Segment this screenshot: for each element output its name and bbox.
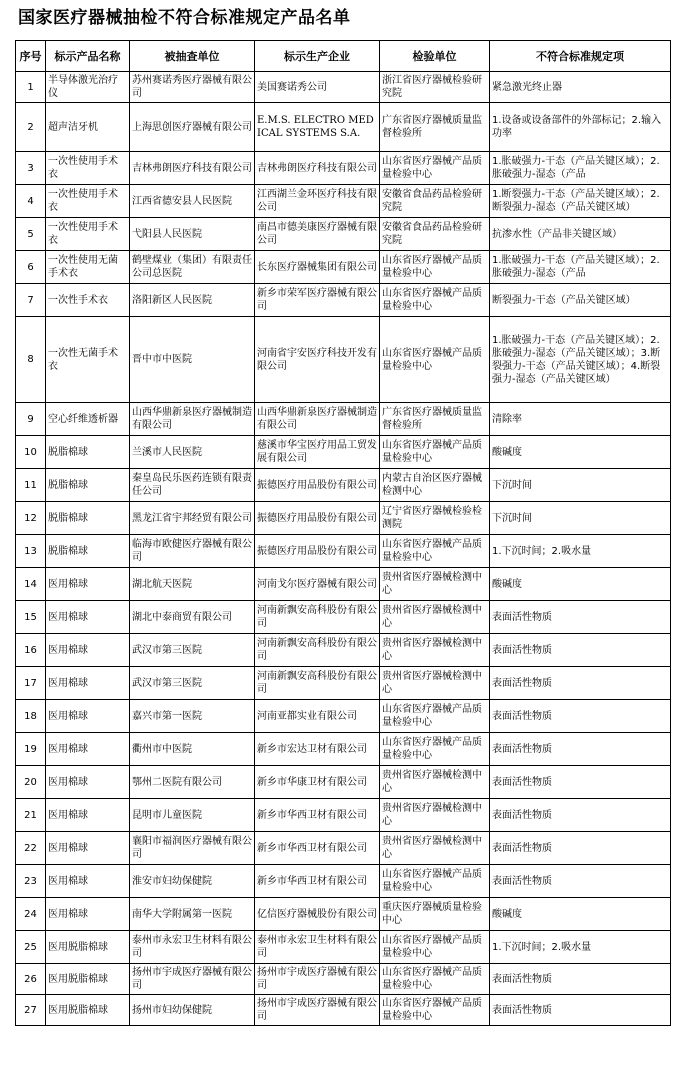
test-lab-cell: 山东省医疗器械产品质量检验中心 (380, 865, 490, 898)
sampled-unit-cell: 湖北中泰商贸有限公司 (130, 601, 255, 634)
noncompliant-item-cell: 表面活性物质 (490, 995, 671, 1026)
test-lab-cell: 山东省医疗器械产品质量检验中心 (380, 284, 490, 317)
manufacturer-cell: 河南新飘安高科股份有限公司 (255, 667, 380, 700)
manufacturer-cell: 江西湖兰金环医疗科技有限公司 (255, 185, 380, 218)
noncompliant-item-cell: 1.下沉时间；2.吸水量 (490, 535, 671, 568)
test-lab-cell: 山东省医疗器械产品质量检验中心 (380, 700, 490, 733)
manufacturer-cell: 河南戈尔医疗器械有限公司 (255, 568, 380, 601)
table-row (16, 931, 671, 964)
sampled-unit-cell: 武汉市第三医院 (130, 634, 255, 667)
test-lab-cell: 山东省医疗器械产品质量检验中心 (380, 152, 490, 185)
test-lab-cell: 山东省医疗器械产品质量检验中心 (380, 995, 490, 1026)
sampled-unit-cell: 扬州市妇幼保健院 (130, 995, 255, 1026)
seq-cell: 1 (16, 72, 46, 103)
product-cell: 脱脂棉球 (46, 436, 130, 469)
product-cell: 医用棉球 (46, 898, 130, 931)
table-row (16, 185, 671, 218)
test-lab-cell: 山东省医疗器械产品质量检验中心 (380, 535, 490, 568)
table-row (16, 832, 671, 865)
header-manufacturer: 标示生产企业 (255, 41, 380, 72)
manufacturer-cell: 河南亚都实业有限公司 (255, 700, 380, 733)
sampled-unit-cell: 江西省德安县人民医院 (130, 185, 255, 218)
manufacturer-cell: 美国赛诺秀公司 (255, 72, 380, 103)
manufacturer-cell: E.M.S. ELECTRO MEDICAL SYSTEMS S.A. (255, 103, 380, 152)
table-row (16, 317, 671, 403)
noncompliant-item-cell: 表面活性物质 (490, 766, 671, 799)
manufacturer-cell: 新乡市华西卫材有限公司 (255, 799, 380, 832)
seq-cell: 2 (16, 103, 46, 152)
noncompliant-item-cell: 1.胀破强力-干态（产品关键区域）；2.胀破强力-湿态（产品 (490, 152, 671, 185)
table-row (16, 403, 671, 436)
noncompliant-item-cell: 表面活性物质 (490, 700, 671, 733)
table-row (16, 251, 671, 284)
sampled-unit-cell: 南华大学附属第一医院 (130, 898, 255, 931)
noncompliant-products-table (15, 40, 671, 1026)
seq-cell: 4 (16, 185, 46, 218)
seq-cell: 5 (16, 218, 46, 251)
test-lab-cell: 山东省医疗器械产品质量检验中心 (380, 436, 490, 469)
seq-cell: 3 (16, 152, 46, 185)
product-cell: 一次性使用手术衣 (46, 152, 130, 185)
sampled-unit-cell: 吉林弗朗医疗科技有限公司 (130, 152, 255, 185)
table-row (16, 964, 671, 995)
noncompliant-item-cell: 1.下沉时间；2.吸水量 (490, 931, 671, 964)
sampled-unit-cell: 扬州市宇成医疗器械有限公司 (130, 964, 255, 995)
table-row (16, 995, 671, 1026)
table-row (16, 634, 671, 667)
manufacturer-cell: 新乡市华西卫材有限公司 (255, 865, 380, 898)
sampled-unit-cell: 湖北航天医院 (130, 568, 255, 601)
manufacturer-cell: 山西华鼎新泉医疗器械制造有限公司 (255, 403, 380, 436)
noncompliant-item-cell: 表面活性物质 (490, 634, 671, 667)
test-lab-cell: 贵州省医疗器械检测中心 (380, 568, 490, 601)
table-row (16, 284, 671, 317)
sampled-unit-cell: 弋阳县人民医院 (130, 218, 255, 251)
manufacturer-cell: 扬州市宇成医疗器械有限公司 (255, 995, 380, 1026)
manufacturer-cell: 振德医疗用品股份有限公司 (255, 535, 380, 568)
noncompliant-item-cell: 表面活性物质 (490, 799, 671, 832)
product-cell: 脱脂棉球 (46, 502, 130, 535)
sampled-unit-cell: 上海思创医疗器械有限公司 (130, 103, 255, 152)
sampled-unit-cell: 嘉兴市第一医院 (130, 700, 255, 733)
seq-cell: 7 (16, 284, 46, 317)
table-row (16, 568, 671, 601)
noncompliant-item-cell: 1.设备或设备部件的外部标记；2.输入功率 (490, 103, 671, 152)
table-row (16, 72, 671, 103)
test-lab-cell: 山东省医疗器械产品质量检验中心 (380, 964, 490, 995)
sampled-unit-cell: 泰州市永宏卫生材料有限公司 (130, 931, 255, 964)
sampled-unit-cell: 淮安市妇幼保健院 (130, 865, 255, 898)
sampled-unit-cell: 衢州市中医院 (130, 733, 255, 766)
test-lab-cell: 广东省医疗器械质量监督检验所 (380, 103, 490, 152)
seq-cell: 13 (16, 535, 46, 568)
product-cell: 一次性使用手术衣 (46, 185, 130, 218)
product-cell: 医用棉球 (46, 667, 130, 700)
product-cell: 一次性使用无菌手术衣 (46, 251, 130, 284)
noncompliant-item-cell: 表面活性物质 (490, 865, 671, 898)
manufacturer-cell: 河南新飘安高科股份有限公司 (255, 634, 380, 667)
noncompliant-item-cell: 紧急激光终止器 (490, 72, 671, 103)
table-row (16, 799, 671, 832)
noncompliant-item-cell: 1.胀破强力-干态（产品关键区域）；2.胀破强力-湿态（产品关键区域）；3.断裂强力-干态（产品关键区域）；4.断裂强力-湿态（产品关键区域） (490, 317, 671, 403)
manufacturer-cell: 扬州市宇成医疗器械有限公司 (255, 964, 380, 995)
header-sampled-unit: 被抽查单位 (130, 41, 255, 72)
table-row (16, 535, 671, 568)
manufacturer-cell: 振德医疗用品股份有限公司 (255, 502, 380, 535)
table-row (16, 436, 671, 469)
noncompliant-item-cell: 抗渗水性（产品非关键区域） (490, 218, 671, 251)
table-header-row (16, 41, 671, 72)
sampled-unit-cell: 苏州赛诺秀医疗器械有限公司 (130, 72, 255, 103)
table-row (16, 502, 671, 535)
sampled-unit-cell: 秦皇岛民乐医药连锁有限责任公司 (130, 469, 255, 502)
manufacturer-cell: 振德医疗用品股份有限公司 (255, 469, 380, 502)
page-title: 国家医疗器械抽检不符合标准规定产品名单 (18, 8, 351, 28)
test-lab-cell: 山东省医疗器械产品质量检验中心 (380, 251, 490, 284)
product-cell: 医用棉球 (46, 832, 130, 865)
table-row (16, 152, 671, 185)
product-cell: 医用棉球 (46, 865, 130, 898)
seq-cell: 22 (16, 832, 46, 865)
seq-cell: 20 (16, 766, 46, 799)
noncompliant-item-cell: 表面活性物质 (490, 832, 671, 865)
noncompliant-item-cell: 下沉时间 (490, 502, 671, 535)
manufacturer-cell: 新乡市荣军医疗器械有限公司 (255, 284, 380, 317)
manufacturer-cell: 泰州市永宏卫生材料有限公司 (255, 931, 380, 964)
test-lab-cell: 贵州省医疗器械检测中心 (380, 799, 490, 832)
manufacturer-cell: 河南新飘安高科股份有限公司 (255, 601, 380, 634)
product-cell: 医用棉球 (46, 568, 130, 601)
header-product: 标示产品名称 (46, 41, 130, 72)
sampled-unit-cell: 兰溪市人民医院 (130, 436, 255, 469)
product-cell: 医用棉球 (46, 733, 130, 766)
seq-cell: 24 (16, 898, 46, 931)
seq-cell: 16 (16, 634, 46, 667)
header-test-lab: 检验单位 (380, 41, 490, 72)
product-cell: 一次性手术衣 (46, 284, 130, 317)
sampled-unit-cell: 襄阳市福润医疗器械有限公司 (130, 832, 255, 865)
sampled-unit-cell: 鹤壁煤业（集团）有限责任公司总医院 (130, 251, 255, 284)
test-lab-cell: 辽宁省医疗器械检验检测院 (380, 502, 490, 535)
noncompliant-item-cell: 1.胀破强力-干态（产品关键区域）；2.胀破强力-湿态（产品 (490, 251, 671, 284)
manufacturer-cell: 新乡市宏达卫材有限公司 (255, 733, 380, 766)
sampled-unit-cell: 黑龙江省宇邦经贸有限公司 (130, 502, 255, 535)
seq-cell: 8 (16, 317, 46, 403)
product-cell: 医用棉球 (46, 601, 130, 634)
seq-cell: 23 (16, 865, 46, 898)
product-cell: 医用棉球 (46, 700, 130, 733)
test-lab-cell: 山东省医疗器械产品质量检验中心 (380, 931, 490, 964)
noncompliant-item-cell: 1.断裂强力-干态（产品关键区域）；2.断裂强力-湿态（产品关键区域） (490, 185, 671, 218)
seq-cell: 26 (16, 964, 46, 995)
test-lab-cell: 安徽省食品药品检验研究院 (380, 185, 490, 218)
manufacturer-cell: 亿信医疗器械股份有限公司 (255, 898, 380, 931)
test-lab-cell: 山东省医疗器械产品质量检验中心 (380, 733, 490, 766)
test-lab-cell: 安徽省食品药品检验研究院 (380, 218, 490, 251)
noncompliant-item-cell: 酸碱度 (490, 898, 671, 931)
product-cell: 脱脂棉球 (46, 535, 130, 568)
header-noncompliant-item: 不符合标准规定项 (490, 41, 671, 72)
seq-cell: 10 (16, 436, 46, 469)
test-lab-cell: 广东省医疗器械质量监督检验所 (380, 403, 490, 436)
header-seq: 序号 (16, 41, 46, 72)
table-row (16, 103, 671, 152)
product-cell: 医用脱脂棉球 (46, 931, 130, 964)
noncompliant-item-cell: 酸碱度 (490, 568, 671, 601)
product-cell: 超声洁牙机 (46, 103, 130, 152)
product-cell: 医用脱脂棉球 (46, 964, 130, 995)
seq-cell: 21 (16, 799, 46, 832)
seq-cell: 11 (16, 469, 46, 502)
product-cell: 医用脱脂棉球 (46, 995, 130, 1026)
noncompliant-item-cell: 下沉时间 (490, 469, 671, 502)
manufacturer-cell: 慈溪市华宝医疗用品工贸发展有限公司 (255, 436, 380, 469)
sampled-unit-cell: 昆明市儿童医院 (130, 799, 255, 832)
product-cell: 医用棉球 (46, 766, 130, 799)
test-lab-cell: 内蒙古自治区医疗器械检测中心 (380, 469, 490, 502)
test-lab-cell: 贵州省医疗器械检测中心 (380, 601, 490, 634)
table-row (16, 700, 671, 733)
table-row (16, 733, 671, 766)
seq-cell: 9 (16, 403, 46, 436)
seq-cell: 19 (16, 733, 46, 766)
product-cell: 半导体激光治疗仪 (46, 72, 130, 103)
table-row (16, 766, 671, 799)
product-cell: 医用棉球 (46, 799, 130, 832)
sampled-unit-cell: 临海市欧健医疗器械有限公司 (130, 535, 255, 568)
product-cell: 医用棉球 (46, 634, 130, 667)
seq-cell: 14 (16, 568, 46, 601)
table-row (16, 469, 671, 502)
manufacturer-cell: 新乡市华康卫材有限公司 (255, 766, 380, 799)
seq-cell: 27 (16, 995, 46, 1026)
seq-cell: 6 (16, 251, 46, 284)
test-lab-cell: 贵州省医疗器械检测中心 (380, 766, 490, 799)
sampled-unit-cell: 山西华鼎新泉医疗器械制造有限公司 (130, 403, 255, 436)
test-lab-cell: 山东省医疗器械产品质量检验中心 (380, 317, 490, 403)
test-lab-cell: 贵州省医疗器械检测中心 (380, 832, 490, 865)
table-row (16, 601, 671, 634)
manufacturer-cell: 河南省宇安医疗科技开发有限公司 (255, 317, 380, 403)
noncompliant-item-cell: 清除率 (490, 403, 671, 436)
seq-cell: 25 (16, 931, 46, 964)
noncompliant-item-cell: 酸碱度 (490, 436, 671, 469)
seq-cell: 15 (16, 601, 46, 634)
noncompliant-item-cell: 断裂强力-干态（产品关键区域） (490, 284, 671, 317)
test-lab-cell: 重庆医疗器械质量检验中心 (380, 898, 490, 931)
test-lab-cell: 贵州省医疗器械检测中心 (380, 634, 490, 667)
sampled-unit-cell: 晋中市中医院 (130, 317, 255, 403)
test-lab-cell: 浙江省医疗器械检验研究院 (380, 72, 490, 103)
noncompliant-item-cell: 表面活性物质 (490, 733, 671, 766)
manufacturer-cell: 新乡市华西卫材有限公司 (255, 832, 380, 865)
sampled-unit-cell: 洛阳新区人民医院 (130, 284, 255, 317)
seq-cell: 18 (16, 700, 46, 733)
test-lab-cell: 贵州省医疗器械检测中心 (380, 667, 490, 700)
product-cell: 空心纤维透析器 (46, 403, 130, 436)
manufacturer-cell: 南昌市德美康医疗器械有限公司 (255, 218, 380, 251)
sampled-unit-cell: 鄂州二医院有限公司 (130, 766, 255, 799)
noncompliant-item-cell: 表面活性物质 (490, 964, 671, 995)
seq-cell: 12 (16, 502, 46, 535)
noncompliant-item-cell: 表面活性物质 (490, 667, 671, 700)
seq-cell: 17 (16, 667, 46, 700)
manufacturer-cell: 吉林弗朗医疗科技有限公司 (255, 152, 380, 185)
table-row (16, 218, 671, 251)
table-row (16, 667, 671, 700)
manufacturer-cell: 长东医疗器械集团有限公司 (255, 251, 380, 284)
product-cell: 脱脂棉球 (46, 469, 130, 502)
sampled-unit-cell: 武汉市第三医院 (130, 667, 255, 700)
noncompliant-item-cell: 表面活性物质 (490, 601, 671, 634)
product-cell: 一次性使用手术衣 (46, 218, 130, 251)
product-cell: 一次性无菌手术衣 (46, 317, 130, 403)
table-row (16, 898, 671, 931)
table-row (16, 865, 671, 898)
